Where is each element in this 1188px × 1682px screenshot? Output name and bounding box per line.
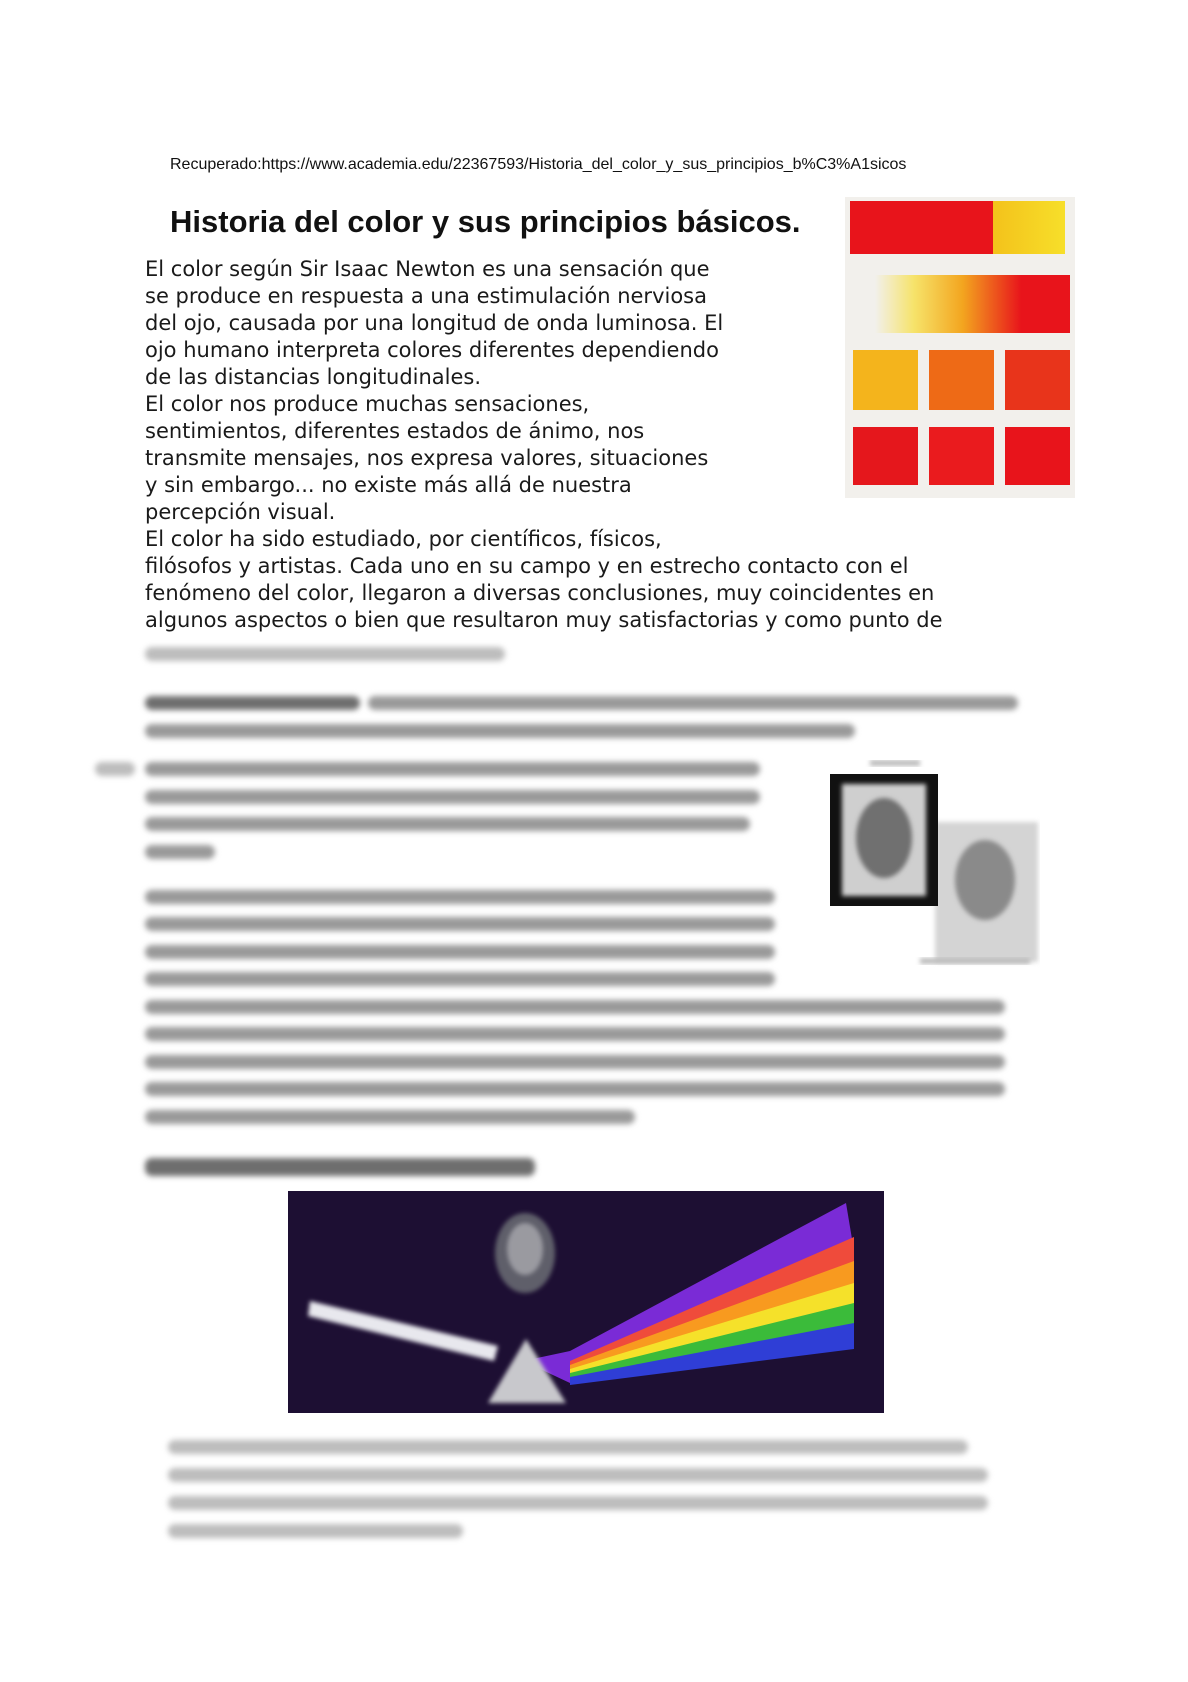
red-swatch-3 (929, 427, 994, 485)
body-line: del ojo, causada por una longitud de onda luminosa. El (145, 311, 724, 335)
body-line: de las distancias longitudinales. (145, 365, 482, 389)
body-line: sentimientos, diferentes estados de ánimo, nos (145, 419, 645, 443)
body-line: algunos aspectos o bien que resultaron muy satisfactorias y como punto de (145, 608, 943, 632)
portraits-image (830, 760, 1040, 970)
body-line: filósofos y artistas. Cada uno en su campo y en estrecho contacto con el (145, 554, 909, 578)
source-url: Recuperado:https://www.academia.edu/22367593/Historia_del_color_y_sus_principios_b%C3%A1sicos (170, 156, 907, 173)
body-line: fenómeno del color, llegaron a diversas conclusiones, muy coincidentes en (145, 581, 935, 605)
body-line: ojo humano interpreta colores diferentes dependiendo (145, 338, 719, 362)
red-swatch-4 (1005, 427, 1070, 485)
red-swatch (850, 201, 995, 254)
gradient-swatch (875, 275, 1070, 333)
body-line: se produce en respuesta a una estimulación nerviosa (145, 284, 707, 308)
yellow-swatch (993, 201, 1065, 254)
red-orange-swatch (1005, 350, 1070, 410)
body-line: transmite mensajes, nos expresa valores, situaciones (145, 446, 709, 470)
page-title: Historia del color y sus principios básicos. (170, 204, 801, 239)
color-swatch-image (845, 197, 1075, 498)
body-line: El color nos produce muchas sensaciones, (145, 392, 590, 416)
body-line: percepción visual. (145, 500, 336, 524)
body-line: El color según Sir Isaac Newton es una sensación que (145, 257, 710, 281)
body-line: El color ha sido estudiado, por científicos, físicos, (145, 527, 662, 551)
prism-image (288, 1191, 884, 1413)
body-line: y sin embargo... no existe más allá de nuestra (145, 473, 632, 497)
red-swatch-2 (853, 427, 918, 485)
orange-swatch (929, 350, 994, 410)
orange-yellow-swatch (853, 350, 918, 410)
